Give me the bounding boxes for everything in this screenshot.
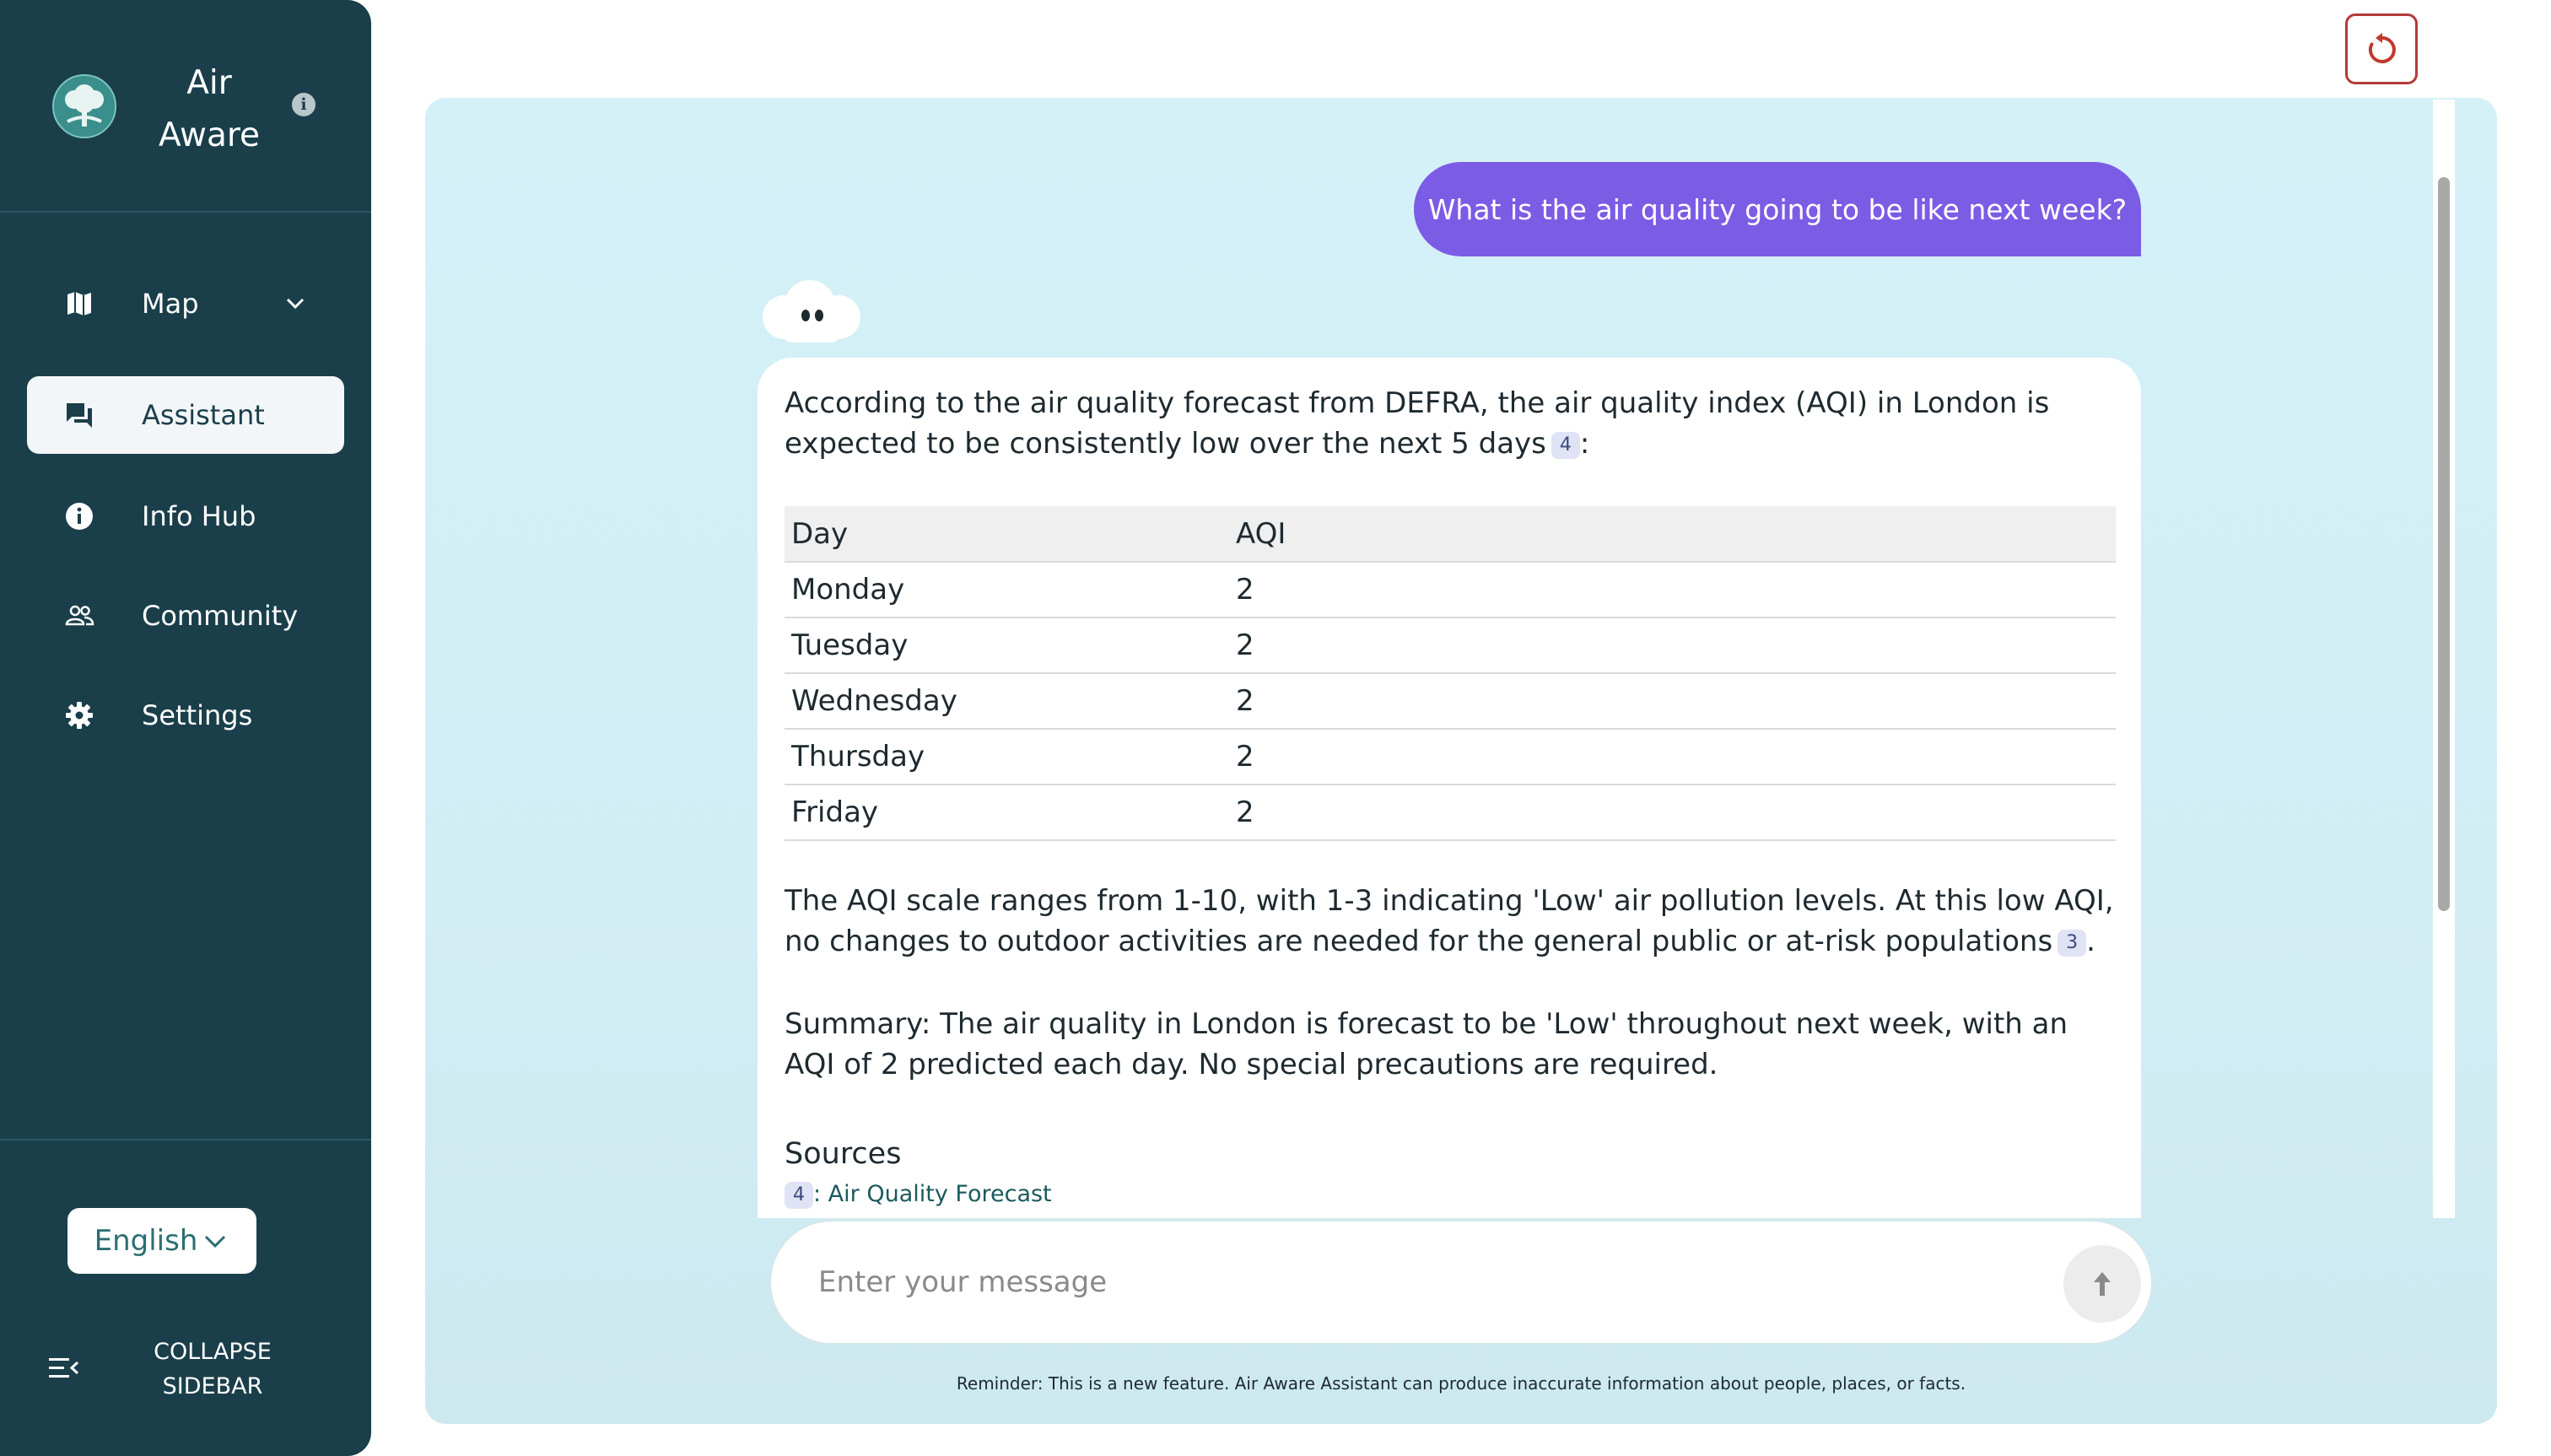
column-header-day: Day [785,506,1229,562]
sidebar-item-community[interactable] [27,577,344,655]
sidebar-divider [0,1139,371,1141]
app-title: Air Aware [158,64,261,154]
source-link[interactable] [785,1181,1052,1209]
brand [0,0,371,213]
table-row [785,562,2116,617]
refresh-icon [2365,32,2400,67]
day-cell: Wednesday [785,673,1229,729]
sidebar-item-map[interactable] [27,265,344,342]
message-composer [769,1220,2153,1345]
sidebar-item-label: Assistant [142,399,265,431]
map-icon [64,289,94,319]
arrow-up-icon [2090,1269,2114,1299]
scrollbar-thumb[interactable] [2438,177,2450,911]
reply-scale: The AQI scale ranges from 1-10, with 1-3 indicating 'Low' air pollution levels. At this low AQI, no changes to outdoor activities are needed for the general public or at-risk populations 3 . [785,884,2114,958]
sidebar-item-label: Info Hub [142,500,256,532]
assistant-cloud-avatar-icon [759,278,866,346]
chat-icon [64,400,94,430]
table-row [785,617,2116,673]
source-label: : Air Quality Forecast [813,1181,1052,1207]
chevron-down-icon [201,1227,229,1255]
citation-badge[interactable]: 3 [2058,930,2086,957]
column-header-aqi: AQI [1229,506,2116,562]
tree-logo-icon [52,74,116,138]
table-header-row [785,506,2116,562]
sidebar-item-label: Map [142,288,199,320]
about-info-icon[interactable]: i [292,93,316,116]
sidebar [0,0,371,1456]
reply-summary: Summary: The air quality in London is forecast to be 'Low' throughout next week, with an AQI of 2 predicted each day. No special precautions are required. [785,1007,2068,1081]
sidebar-item-settings[interactable] [27,677,344,754]
table-row [785,673,2116,729]
table-row [785,785,2116,840]
day-cell: Tuesday [785,617,1229,673]
citation-badge[interactable]: 4 [1551,432,1580,459]
sources-heading: Sources [785,1137,902,1171]
aqi-cell: 2 [1229,729,2116,785]
send-button[interactable] [2063,1245,2141,1323]
reply-scale-text: The AQI scale ranges from 1-10, with 1-3 indicating 'Low' air pollution levels. At this low AQI, no changes to outdoor activities are needed for the general public or at-risk populations [785,884,2114,958]
reset-chat-button[interactable] [2345,13,2418,84]
day-cell: Monday [785,562,1229,617]
language-select[interactable] [67,1208,256,1274]
sidebar-item-info-hub[interactable] [27,477,344,555]
sidebar-item-label: Settings [142,699,253,731]
user-message: What is the air quality going to be like next week? [1414,162,2141,256]
people-icon [64,601,94,631]
language-value: English [94,1224,198,1258]
table-row [785,729,2116,785]
collapse-sidebar-button[interactable]: COLLAPSE SIDEBAR [154,1339,272,1399]
aqi-cell: 2 [1229,562,2116,617]
aqi-cell: 2 [1229,617,2116,673]
day-cell: Thursday [785,729,1229,785]
reply-intro: According to the air quality forecast from DEFRA, the air quality index (AQI) in London is expected to be consistently low over the next 5 days 4 : [785,386,2050,461]
aqi-forecast-table [785,506,2116,841]
aqi-cell: 2 [1229,673,2116,729]
reply-intro-text: According to the air quality forecast from DEFRA, the air quality index (AQI) in London is expected to be consistently low over the next 5 days [785,386,2050,461]
citation-badge: 4 [785,1182,813,1209]
gear-icon [64,700,94,731]
assistant-message [758,358,2141,1218]
day-cell: Friday [785,785,1229,840]
disclaimer-text: Reminder: This is a new feature. Air Aware Assistant can produce inaccurate information about people, places, or facts. [956,1373,1966,1394]
collapse-sidebar-icon[interactable] [47,1353,81,1383]
info-icon [64,501,94,531]
message-input[interactable] [818,1255,1999,1309]
sidebar-item-assistant[interactable] [27,376,344,454]
chevron-down-icon[interactable] [280,289,310,319]
aqi-cell: 2 [1229,785,2116,840]
sidebar-item-label: Community [142,600,299,632]
